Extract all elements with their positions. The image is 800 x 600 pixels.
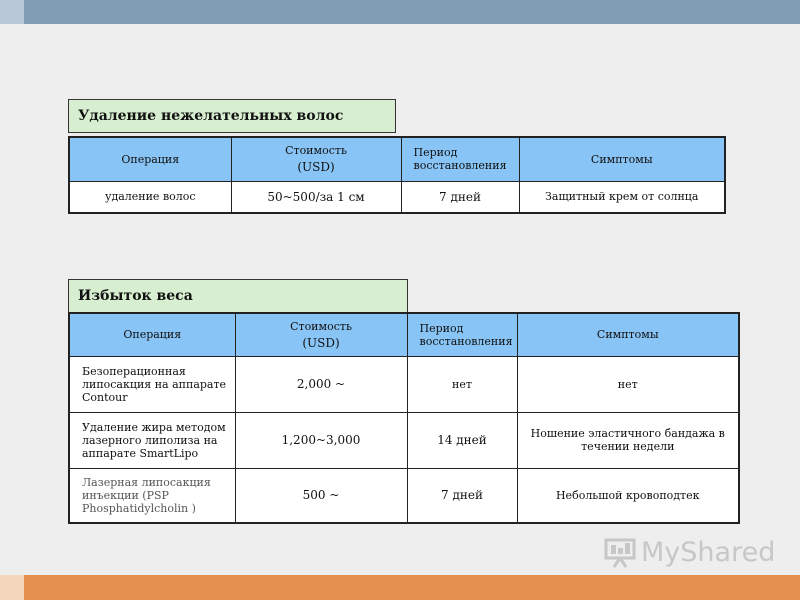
section-title-hair-removal (68, 99, 396, 133)
cell-symptoms: Защитный крем от солнца (519, 181, 725, 213)
logo-text: MyShared (641, 536, 776, 568)
table-header-row (69, 313, 739, 356)
table-row (69, 356, 739, 412)
header-cost-unit: (USD) (302, 335, 340, 350)
section-title-text: Удаление нежелательных волос (78, 108, 344, 124)
cell-recovery: 14 дней (407, 412, 517, 468)
cell-recovery: 7 дней (401, 181, 519, 213)
header-cost-label: Стоимость (285, 144, 347, 158)
header-operation: Операция (69, 313, 235, 356)
weight-table (68, 312, 740, 524)
header-operation: Операция (69, 137, 231, 181)
cell-operation: Лазерная липосакция инъекции (PSP Phosphatidylcholin ) (69, 468, 235, 523)
cell-recovery: нет (407, 356, 517, 412)
section-title-text: Избыток веса (78, 288, 193, 304)
header-symptoms: Симптомы (517, 313, 739, 356)
cell-symptoms: Небольшой кровоподтек (517, 468, 739, 523)
cell-cost: 50~500/за 1 см (231, 181, 401, 213)
header-cost-unit: (USD) (297, 160, 335, 175)
cell-symptoms: нет (517, 356, 739, 412)
table-row (69, 468, 739, 523)
top-accent-bar (0, 0, 800, 24)
header-symptoms: Симптомы (519, 137, 725, 181)
cell-operation: Удаление жира методом лазерного липолиза на аппарате SmartLipo (69, 412, 235, 468)
cell-operation: Безоперационная липосакция на аппарате Contour (69, 356, 235, 412)
cell-cost: 1,200~3,000 (235, 412, 407, 468)
bottom-accent-bar (0, 575, 800, 600)
header-recovery: Период восстановления (407, 313, 517, 356)
table-row (69, 412, 739, 468)
cell-cost: 500 ~ (235, 468, 407, 523)
table-row (69, 181, 725, 213)
hair-removal-table (68, 136, 726, 214)
cell-symptoms: Ношение эластичного бандажа в течении недели (517, 412, 739, 468)
cell-operation: удаление волос (69, 181, 231, 213)
table-header-row (69, 137, 725, 181)
myshared-logo (603, 535, 775, 569)
header-recovery: Период восстановления (401, 137, 519, 181)
section-title-excess-weight (68, 279, 408, 313)
header-cost-label: Стоимость (290, 319, 352, 333)
header-cost (231, 137, 401, 181)
cell-cost: 2,000 ~ (235, 356, 407, 412)
cell-recovery: 7 дней (407, 468, 517, 523)
presentation-board-icon (603, 535, 637, 569)
header-cost (235, 313, 407, 356)
